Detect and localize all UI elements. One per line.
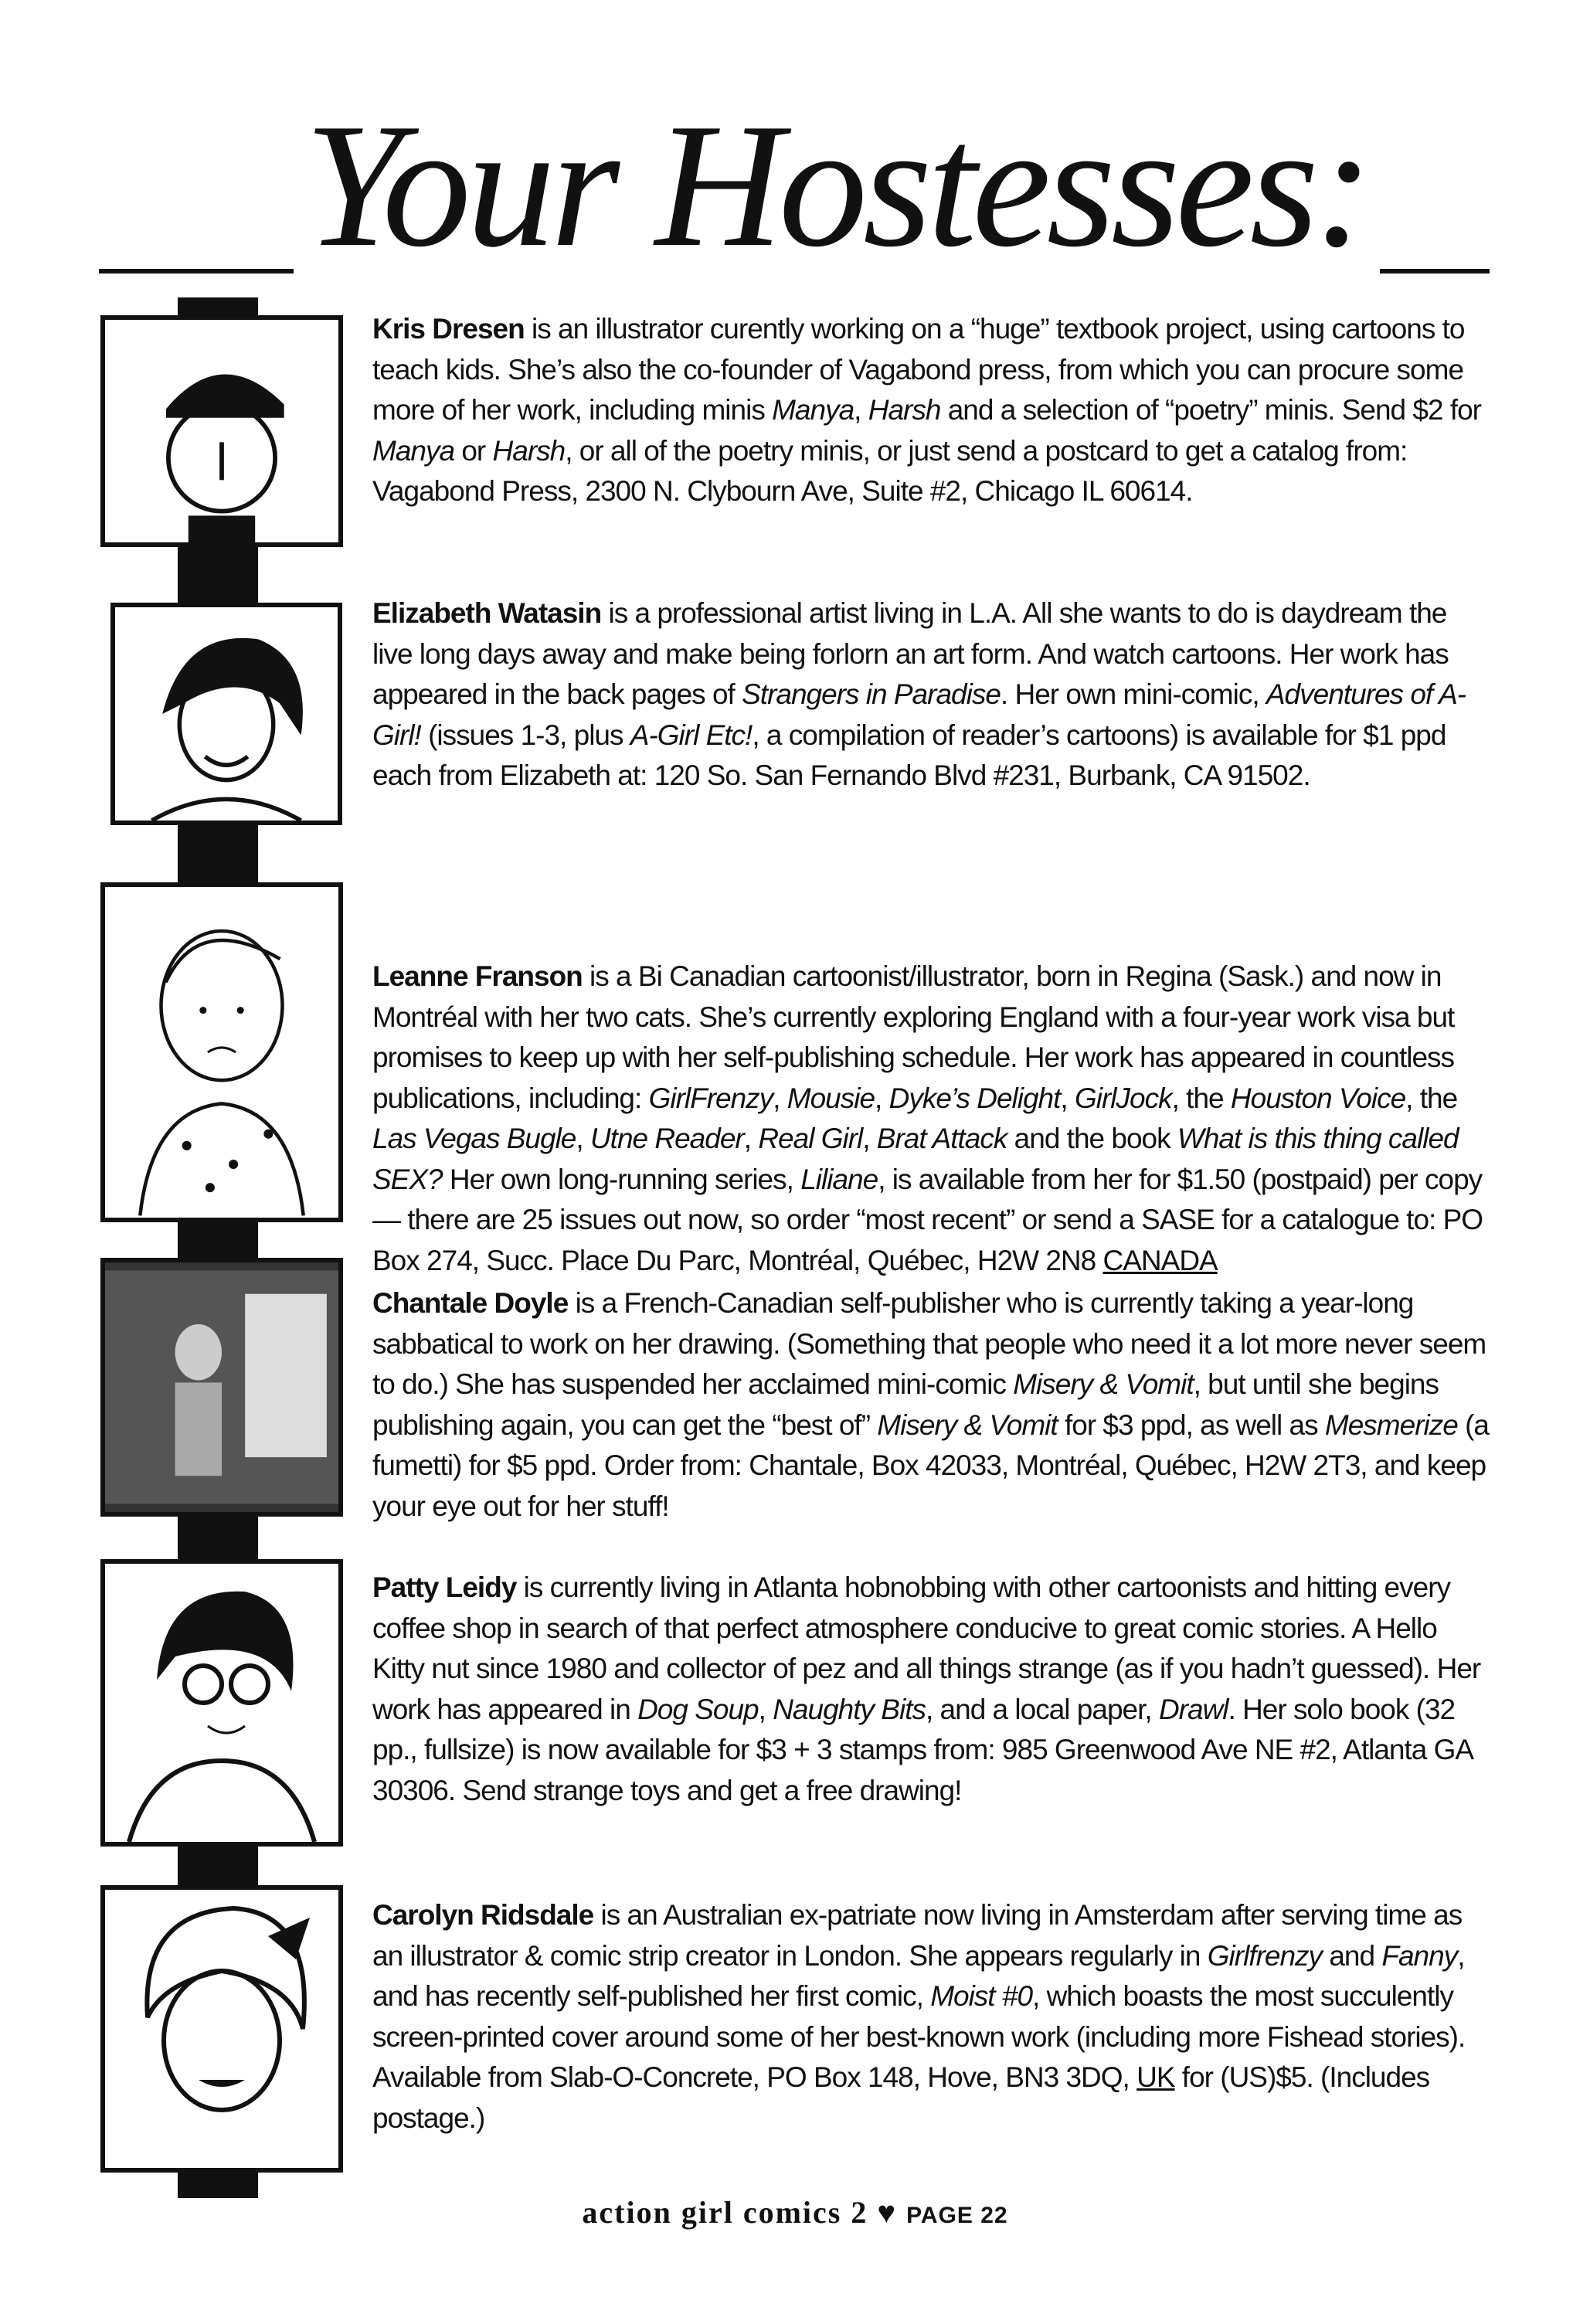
- title-reference: Real Girl: [758, 1123, 863, 1154]
- title-reference: Drawl: [1158, 1693, 1228, 1725]
- bio-text: is an Australian ex-patriate now living in Amsterdam after serving time as an illustrator & comic strip creator in London. She appears regularly in: [372, 1899, 1463, 1972]
- bio-text: , or all of the poetry minis, or just send a postcard to get a catalog from: Vagabond Press, 2300 N. Clybourn Ave, Suite #2, Chicago IL 60614.: [372, 434, 1408, 507]
- face-icon: [105, 887, 338, 1218]
- bio-text: , the: [1405, 1082, 1458, 1114]
- face-icon: [115, 607, 338, 821]
- bio-paragraph: [372, 1895, 1493, 2139]
- bio-text: and a selection of “poetry” minis. Send $2 for: [940, 394, 1481, 426]
- heart-icon: ♥: [877, 2195, 898, 2230]
- bio-text: is an illustrator curently working on a “huge” textbook project, using cartoons to teach kids. She’s also the co-founder of Vagabond press, from which you can procure some more of her work, including minis: [372, 313, 1465, 426]
- page-footer: [0, 2194, 1590, 2231]
- bio-paragraph: [372, 956, 1493, 1281]
- title-reference: Dog Soup: [637, 1693, 759, 1725]
- title-reference: Houston Voice: [1230, 1082, 1406, 1114]
- page-title: Your Hostesses:: [294, 93, 1380, 278]
- title-reference: Brat Attack: [876, 1123, 1007, 1154]
- bio-text: or: [454, 434, 493, 467]
- bio-name: Chantale Doyle: [372, 1287, 569, 1319]
- title-reference: Manya: [372, 434, 455, 467]
- title-reference: A-Girl Etc!: [630, 719, 753, 751]
- bio-text: (issues 1-3, plus: [420, 719, 630, 751]
- portrait-chantale-doyle: [100, 1258, 343, 1517]
- bio-text: ,: [758, 1693, 773, 1725]
- title-reference: Mousie: [787, 1082, 875, 1114]
- title-reference: Dyke’s Delight: [888, 1082, 1061, 1114]
- bio-text: , the: [1171, 1082, 1231, 1114]
- bio-text: , is available from her for $1.50 (postpaid) per copy — there are 25 issues out now, so order “most recent” or send a SASE for a catalogue to: PO Box 274, Succ. Place Du Parc, Montréal, Québec, H2W 2N8: [372, 1163, 1483, 1276]
- bio-text: . Her own mini-comic,: [1000, 678, 1266, 710]
- bio-paragraph: [372, 593, 1493, 797]
- underlined-text: UK: [1136, 2061, 1175, 2093]
- bio-text: , and has recently self-published her first comic,: [372, 1939, 1465, 2012]
- bio-name: Kris Dresen: [372, 313, 525, 345]
- bio-name: Elizabeth Watasin: [372, 597, 602, 629]
- title-reference: Adventures of A-Girl!: [372, 678, 1466, 751]
- bio-text: ,: [854, 394, 868, 426]
- title-reference: Strangers in Paradise: [742, 678, 1001, 710]
- title-reference: Manya: [772, 394, 854, 426]
- face-icon: [105, 320, 338, 542]
- portrait-patty-leidy: [100, 1559, 343, 1847]
- portrait-kris-dresen: [100, 315, 343, 547]
- bio-text: , but until she begins publishing again, you can get the “best of”: [372, 1368, 1439, 1441]
- page-number: PAGE 22: [906, 2203, 1008, 2228]
- title-reference: Misery & Vomit: [1013, 1368, 1194, 1400]
- bio-text: ,: [743, 1123, 759, 1154]
- title-reference: Moist #0: [930, 1980, 1033, 2012]
- bio-text: ,: [1060, 1082, 1075, 1114]
- face-icon: [105, 1890, 338, 2168]
- title-reference: Liliane: [800, 1163, 878, 1195]
- portrait-elizabeth-watasin: [110, 603, 342, 825]
- bio-text: , and a local paper,: [925, 1693, 1159, 1725]
- bio-text: is a Bi Canadian cartoonist/illustrator, born in Regina (Sask.) and now in Montréal with her two cats. She’s currently exploring England with a four-year work visa but promises to keep up with her self-publishing schedule. Her work has appeared in countless publications, including:: [372, 960, 1455, 1114]
- underlined-text: CANADA: [1102, 1244, 1218, 1276]
- bio-text: is currently living in Atlanta hobnobbing with other cartoonists and hitting every coffee shop in search of that perfect atmosphere conducive to great comic stories. A Hello Kitty nut since 1980 and collector of pez and all things strange (as if you hadn’t guessed). Her work has appeared in: [372, 1571, 1481, 1725]
- bio-name: Carolyn Ridsdale: [372, 1899, 594, 1931]
- bio-text: ,: [773, 1082, 787, 1114]
- bio-text: , which boasts the most succulently screen-printed cover around some of her best-known work (including more Fishead stories). Available from Slab-O-Concrete, PO Box 148, Hove, BN3 3DQ,: [372, 1980, 1466, 2093]
- title-reference: GirlJock: [1074, 1082, 1172, 1114]
- title-reference: Fanny: [1381, 1939, 1458, 1972]
- title-reference: Girlfrenzy: [1207, 1939, 1323, 1972]
- bio-text: is a professional artist living in L.A. All she wants to do is daydream the live long days away and make being forlorn an art form. And watch cartoons. Her work has appeared in the back pages of: [372, 597, 1449, 710]
- bio-text: and the book: [1007, 1123, 1177, 1154]
- title-reference: Misery & Vomit: [877, 1408, 1058, 1441]
- bio-name: Leanne Franson: [372, 960, 583, 992]
- title-reference: Utne Reader: [589, 1123, 744, 1154]
- title-reference: What is this thing called SEX?: [372, 1123, 1459, 1195]
- title-reference: Mesmerize: [1324, 1408, 1458, 1441]
- bio-text: is a French-Canadian self-publisher who is currently taking a year-long sabbatical to work on her drawing. (Something that people who need it a lot more never seem to do.) She has suspended her acclaimed mini-comic: [372, 1287, 1486, 1400]
- bio-name: Patty Leidy: [372, 1571, 517, 1603]
- portrait-carolyn-ridsdale: [100, 1885, 343, 2173]
- title-reference: Las Vegas Bugle: [372, 1123, 576, 1154]
- bio-text: ,: [875, 1082, 889, 1114]
- title-reference: Harsh: [868, 394, 941, 426]
- title-reference: GirlFrenzy: [648, 1082, 773, 1114]
- bio-text: , a compilation of reader’s cartoons) is available for $1 ppd each from Elizabeth at: 120 So. San Fernando Blvd #231, Burbank, CA 91502.: [372, 719, 1446, 791]
- title-reference: Naughty Bits: [773, 1693, 926, 1725]
- bio-text: (a fumetti) for $5 ppd. Order from: Chantale, Box 42033, Montréal, Québec, H2W 2T3, and keep your eye out for her stuff!: [372, 1408, 1489, 1522]
- face-icon: [105, 1564, 338, 1842]
- magazine-name: action girl comics 2: [582, 2195, 868, 2230]
- bio-paragraph: [372, 1283, 1493, 1527]
- photo-icon: [105, 1262, 338, 1512]
- portrait-leanne-franson: [100, 882, 343, 1222]
- bio-text: Her own long-running series,: [442, 1163, 801, 1195]
- bio-text: ,: [576, 1123, 590, 1154]
- bio-text: . Her solo book (32 pp., fullsize) is now available for $3 + 3 stamps from: 985 Greenwood Ave NE #2, Atlanta GA 30306. Send strange toys and get a free drawing!: [372, 1693, 1473, 1806]
- bio-paragraph: [372, 1568, 1493, 1811]
- bio-text: and: [1322, 1939, 1382, 1972]
- bio-text: ,: [862, 1123, 877, 1154]
- bio-paragraph: [372, 309, 1493, 512]
- bio-text: for (US)$5. (Includes postage.): [372, 2061, 1430, 2134]
- title-reference: Harsh: [492, 434, 566, 467]
- bio-text: for $3 ppd, as well as: [1057, 1408, 1325, 1441]
